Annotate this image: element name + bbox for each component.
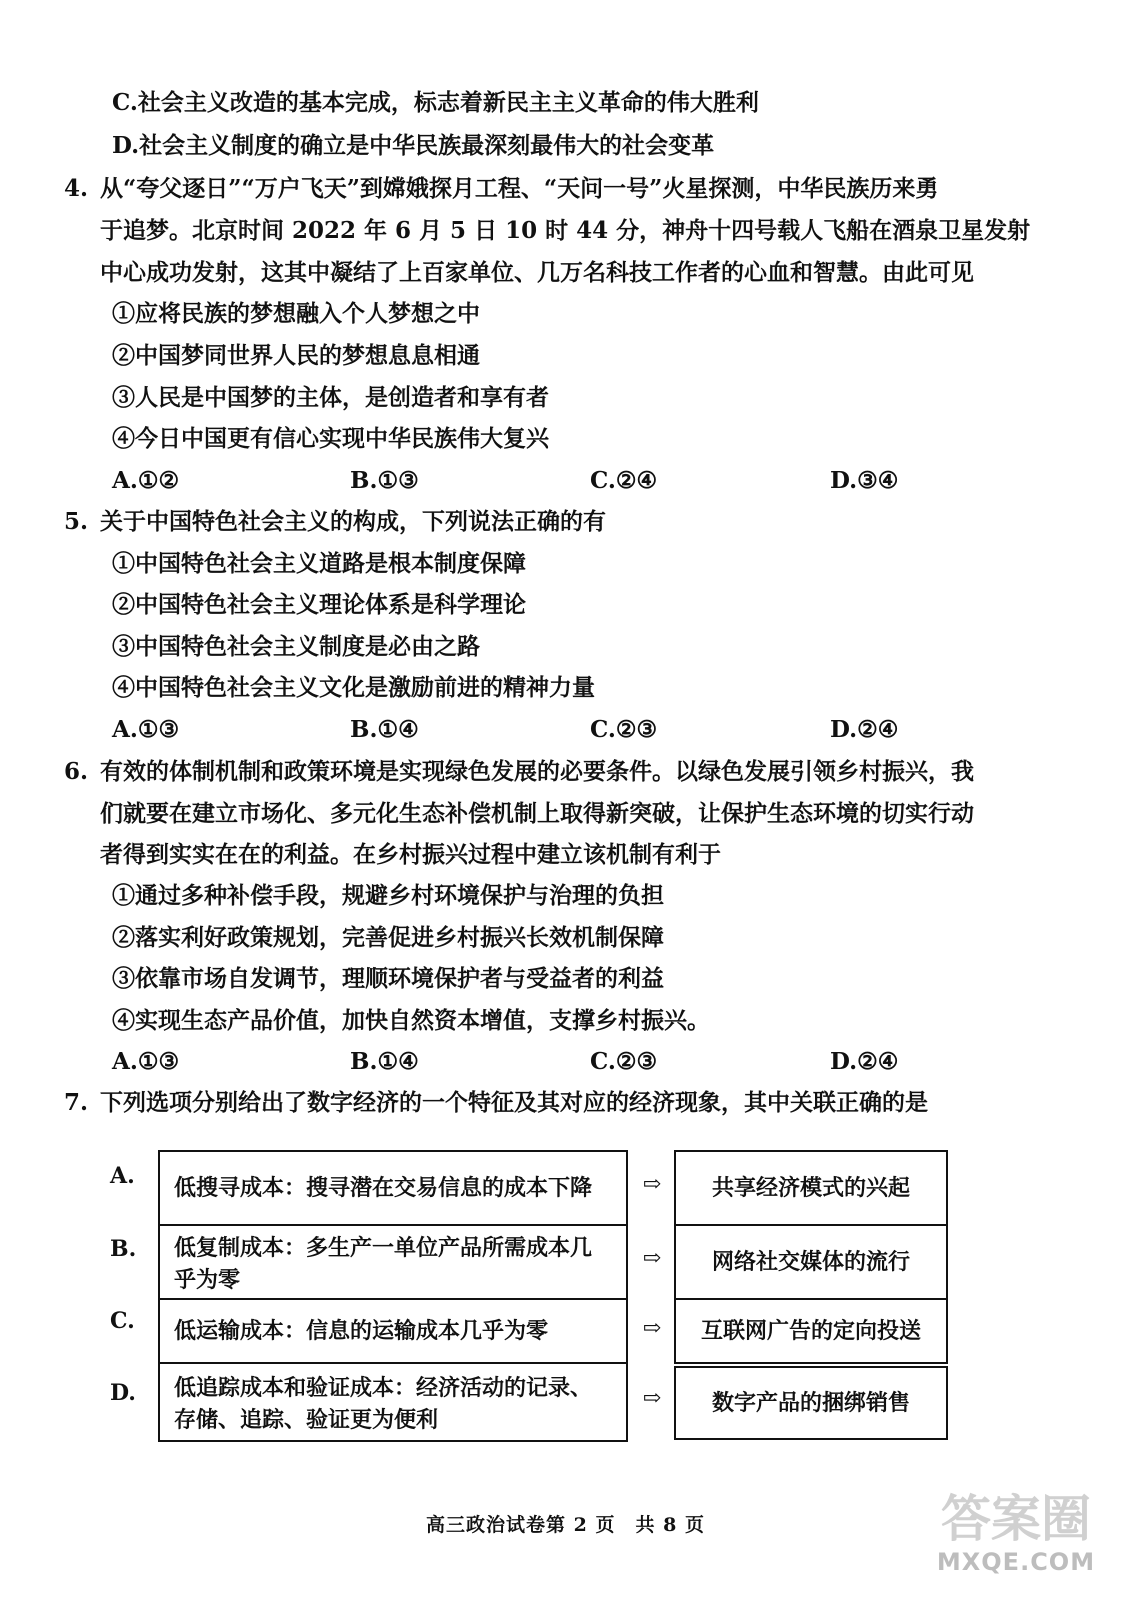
q7-row-d-label: D. [110,1380,136,1406]
page-footer: 高三政治试卷第 2 页 共 8 页 [426,1514,705,1536]
q6-option-b: B.①④ [350,1048,419,1075]
q7-row-a-label: A. [110,1163,135,1189]
q4-stem-line-3: 中心成功发射，这其中凝结了上百家单位、几万名科技工作者的心血和智慧。由此可见 [100,259,974,286]
q7-row-a-feature [158,1150,628,1226]
watermark-bottom-text: MXQE.COM [936,1548,1096,1576]
q4-option-c: C.②④ [590,467,658,494]
q5-statement-2: ②中国特色社会主义理论体系是科学理论 [112,591,526,618]
q6-stem-line-2: 们就要在建立市场化、多元化生态补偿机制上取得新突破，让保护生态环境的切实行动 [100,800,974,827]
q4-statement-4: ④今日中国更有信心实现中华民族伟大复兴 [112,425,549,452]
q7-row-d-feature-line-1: 低追踪成本和验证成本：经济活动的记录、 [174,1375,593,1401]
q3-option-c: C.社会主义改造的基本完成，标志着新民主主义革命的伟大胜利 [112,89,759,116]
q7-row-c-arrow-icon: ⇨ [642,1316,662,1341]
watermark-logo [921,1490,1111,1590]
q4-number: 4. [64,175,89,202]
q7-row-b-feature-line-2: 乎为零 [174,1267,241,1293]
q4-stem-line-1: 从“夸父逐日”“万户飞天”到嫦娥探月工程、“天问一号”火星探测，中华民族历来勇 [100,175,939,202]
q5-option-c: C.②③ [590,716,658,743]
q7-row-d-arrow-icon: ⇨ [642,1386,662,1411]
q7-row-d-phenomenon: 数字产品的捆绑销售 [674,1366,948,1440]
q7-row-c-phenomenon: 互联网广告的定向投送 [674,1298,948,1364]
q7-row-c-label: C. [110,1308,135,1334]
q6-statement-1: ①通过多种补偿手段，规避乡村环境保护与治理的负担 [112,882,664,909]
q7-row-c-feature [158,1298,628,1364]
q6-number: 6. [64,758,89,785]
q7-row-b-label: B. [110,1236,137,1262]
q6-stem-line-3: 者得到实实在在的利益。在乡村振兴过程中建立该机制有利于 [100,841,721,868]
q5-statement-3: ③中国特色社会主义制度是必由之路 [112,633,480,660]
q5-stem-line-1: 关于中国特色社会主义的构成，下列说法正确的有 [100,508,606,535]
q5-option-d: D.②④ [830,716,899,743]
q7-row-b-feature-line-1: 低复制成本：多生产一单位产品所需成本几 [174,1235,593,1261]
q6-option-c: C.②③ [590,1048,658,1075]
q4-option-b: B.①③ [350,467,419,494]
q6-statement-3: ③依靠市场自发调节，理顺环境保护者与受益者的利益 [112,965,664,992]
q7-row-b-phenomenon: 网络社交媒体的流行 [674,1224,948,1300]
q7-row-b-arrow-icon: ⇨ [642,1246,662,1271]
q7-stem-line-1: 下列选项分别给出了数字经济的一个特征及其对应的经济现象，其中关联正确的是 [100,1089,928,1116]
q5-number: 5. [64,508,89,535]
q7-number: 7. [64,1089,89,1116]
q6-option-a: A.①③ [112,1048,180,1075]
q7-row-a-feature-line-1: 低搜寻成本：搜寻潜在交易信息的成本下降 [174,1175,593,1201]
q6-option-d: D.②④ [830,1048,899,1075]
q4-stem-line-2: 于追梦。北京时间 2022 年 6 月 5 日 10 时 44 分，神舟十四号载人飞船在酒泉卫星发射 [100,217,1031,244]
q7-row-b-feature [158,1224,628,1300]
q4-option-a: A.①② [112,467,180,494]
q7-row-a-phenomenon: 共享经济模式的兴起 [674,1150,948,1226]
q4-statement-3: ③人民是中国梦的主体，是创造者和享有者 [112,384,549,411]
q4-option-d: D.③④ [830,467,899,494]
q5-option-b: B.①④ [350,716,419,743]
q5-statement-4: ④中国特色社会主义文化是激励前进的精神力量 [112,674,595,701]
q6-statement-4: ④实现生态产品价值，加快自然资本增值，支撑乡村振兴。 [112,1007,710,1034]
q5-option-a: A.①③ [112,716,180,743]
q4-statement-2: ②中国梦同世界人民的梦想息息相通 [112,342,480,369]
q4-statement-1: ①应将民族的梦想融入个人梦想之中 [112,300,480,327]
q3-option-d: D.社会主义制度的确立是中华民族最深刻最伟大的社会变革 [112,132,715,159]
q7-row-c-feature-line-1: 低运输成本：信息的运输成本几乎为零 [174,1318,549,1344]
q7-row-d-feature [158,1362,628,1442]
q6-stem-line-1: 有效的体制机制和政策环境是实现绿色发展的必要条件。以绿色发展引领乡村振兴，我 [100,758,974,785]
q5-statement-1: ①中国特色社会主义道路是根本制度保障 [112,550,526,577]
q6-statement-2: ②落实利好政策规划，完善促进乡村振兴长效机制保障 [112,924,664,951]
q7-row-a-arrow-icon: ⇨ [642,1172,662,1197]
q7-row-d-feature-line-2: 存储、追踪、验证更为便利 [174,1407,439,1433]
watermark-top-text: 答案圈 [941,1490,1091,1548]
